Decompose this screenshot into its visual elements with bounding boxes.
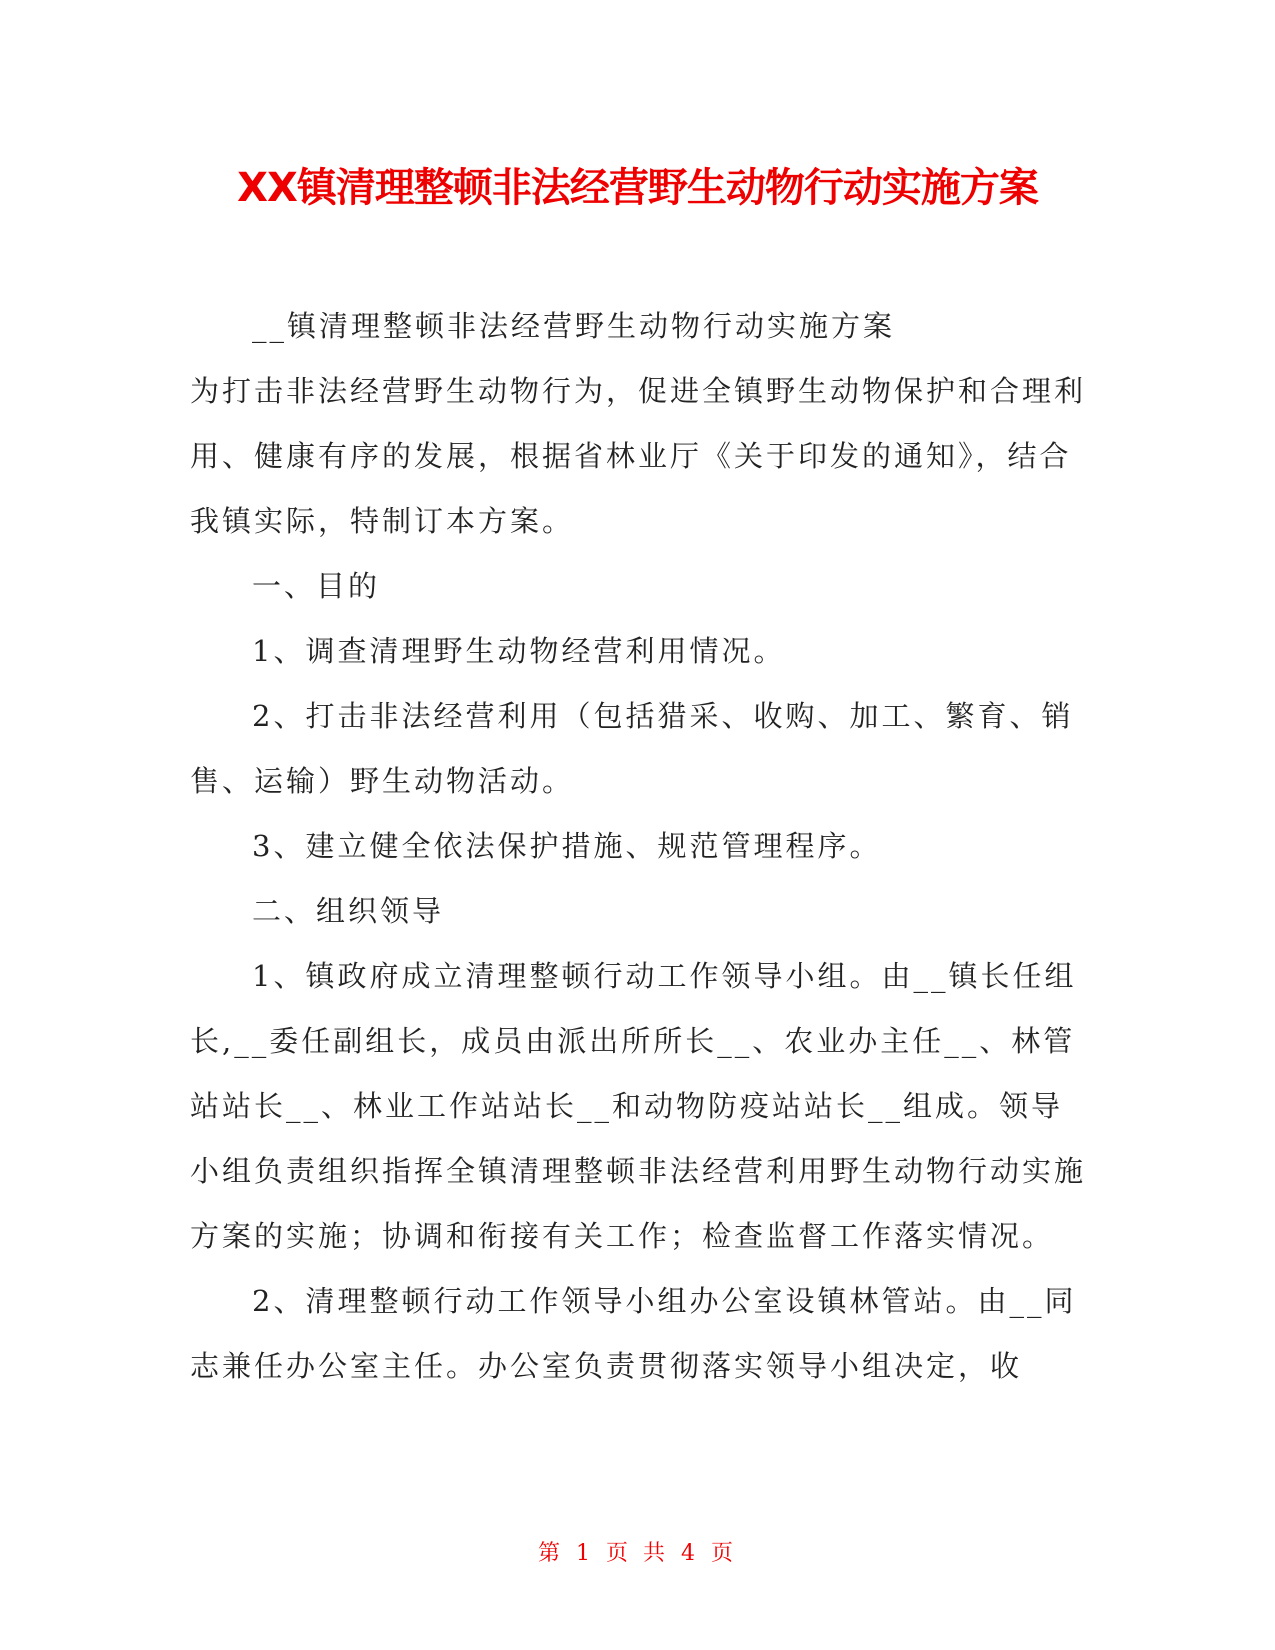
paragraph-purpose-3: 3、建立健全依法保护措施、规范管理程序。 — [252, 829, 882, 863]
page-footer — [0, 1536, 1275, 1567]
footer-prefix: 第 — [537, 1541, 564, 1566]
paragraph-purpose-2: 2、打击非法经营利用（包括猎采、收购、加工、繁育、销售、运输）野生动物活动。 — [190, 699, 1074, 798]
footer-current-page: 1 — [576, 1541, 594, 1566]
paragraph-subtitle: __镇清理整顿非法经营野生动物行动实施方案 — [252, 309, 896, 343]
document-title: XX镇清理整顿非法经营野生动物行动实施方案 — [237, 165, 1038, 211]
section-heading-purpose: 一、目的 — [252, 569, 381, 603]
paragraph-organization-1: 1、镇政府成立清理整顿行动工作领导小组。由__镇长任组长,__委任副组长，成员由派出所所长__、农业办主任__、林管站站长__、林业工作站站长__和动物防疫站站长__组成。领导小组负责组织指挥全镇清理整顿非法经营利用野生动物行动实施方案的实施；协调和衔接有关工作；检查监督工作落实情况。 — [190, 959, 1087, 1253]
paragraph-purpose-1: 1、调查清理野生动物经营利用情况。 — [252, 634, 786, 668]
document-body — [190, 294, 1090, 1399]
paragraph-intro: 为打击非法经营野生动物行为，促进全镇野生动物保护和合理利用、健康有序的发展，根据省林业厅《关于印发的通知》，结合我镇实际，特制订本方案。 — [190, 374, 1087, 538]
footer-suffix: 页 — [711, 1541, 738, 1566]
paragraph-organization-2: 2、清理整顿行动工作领导小组办公室设镇林管站。由__同志兼任办公室主任。办公室负责贯彻落实领导小组决定，收 — [190, 1284, 1077, 1383]
section-heading-organization: 二、组织领导 — [252, 894, 445, 928]
footer-middle: 页 共 — [606, 1541, 669, 1566]
footer-total-pages: 4 — [681, 1541, 699, 1566]
